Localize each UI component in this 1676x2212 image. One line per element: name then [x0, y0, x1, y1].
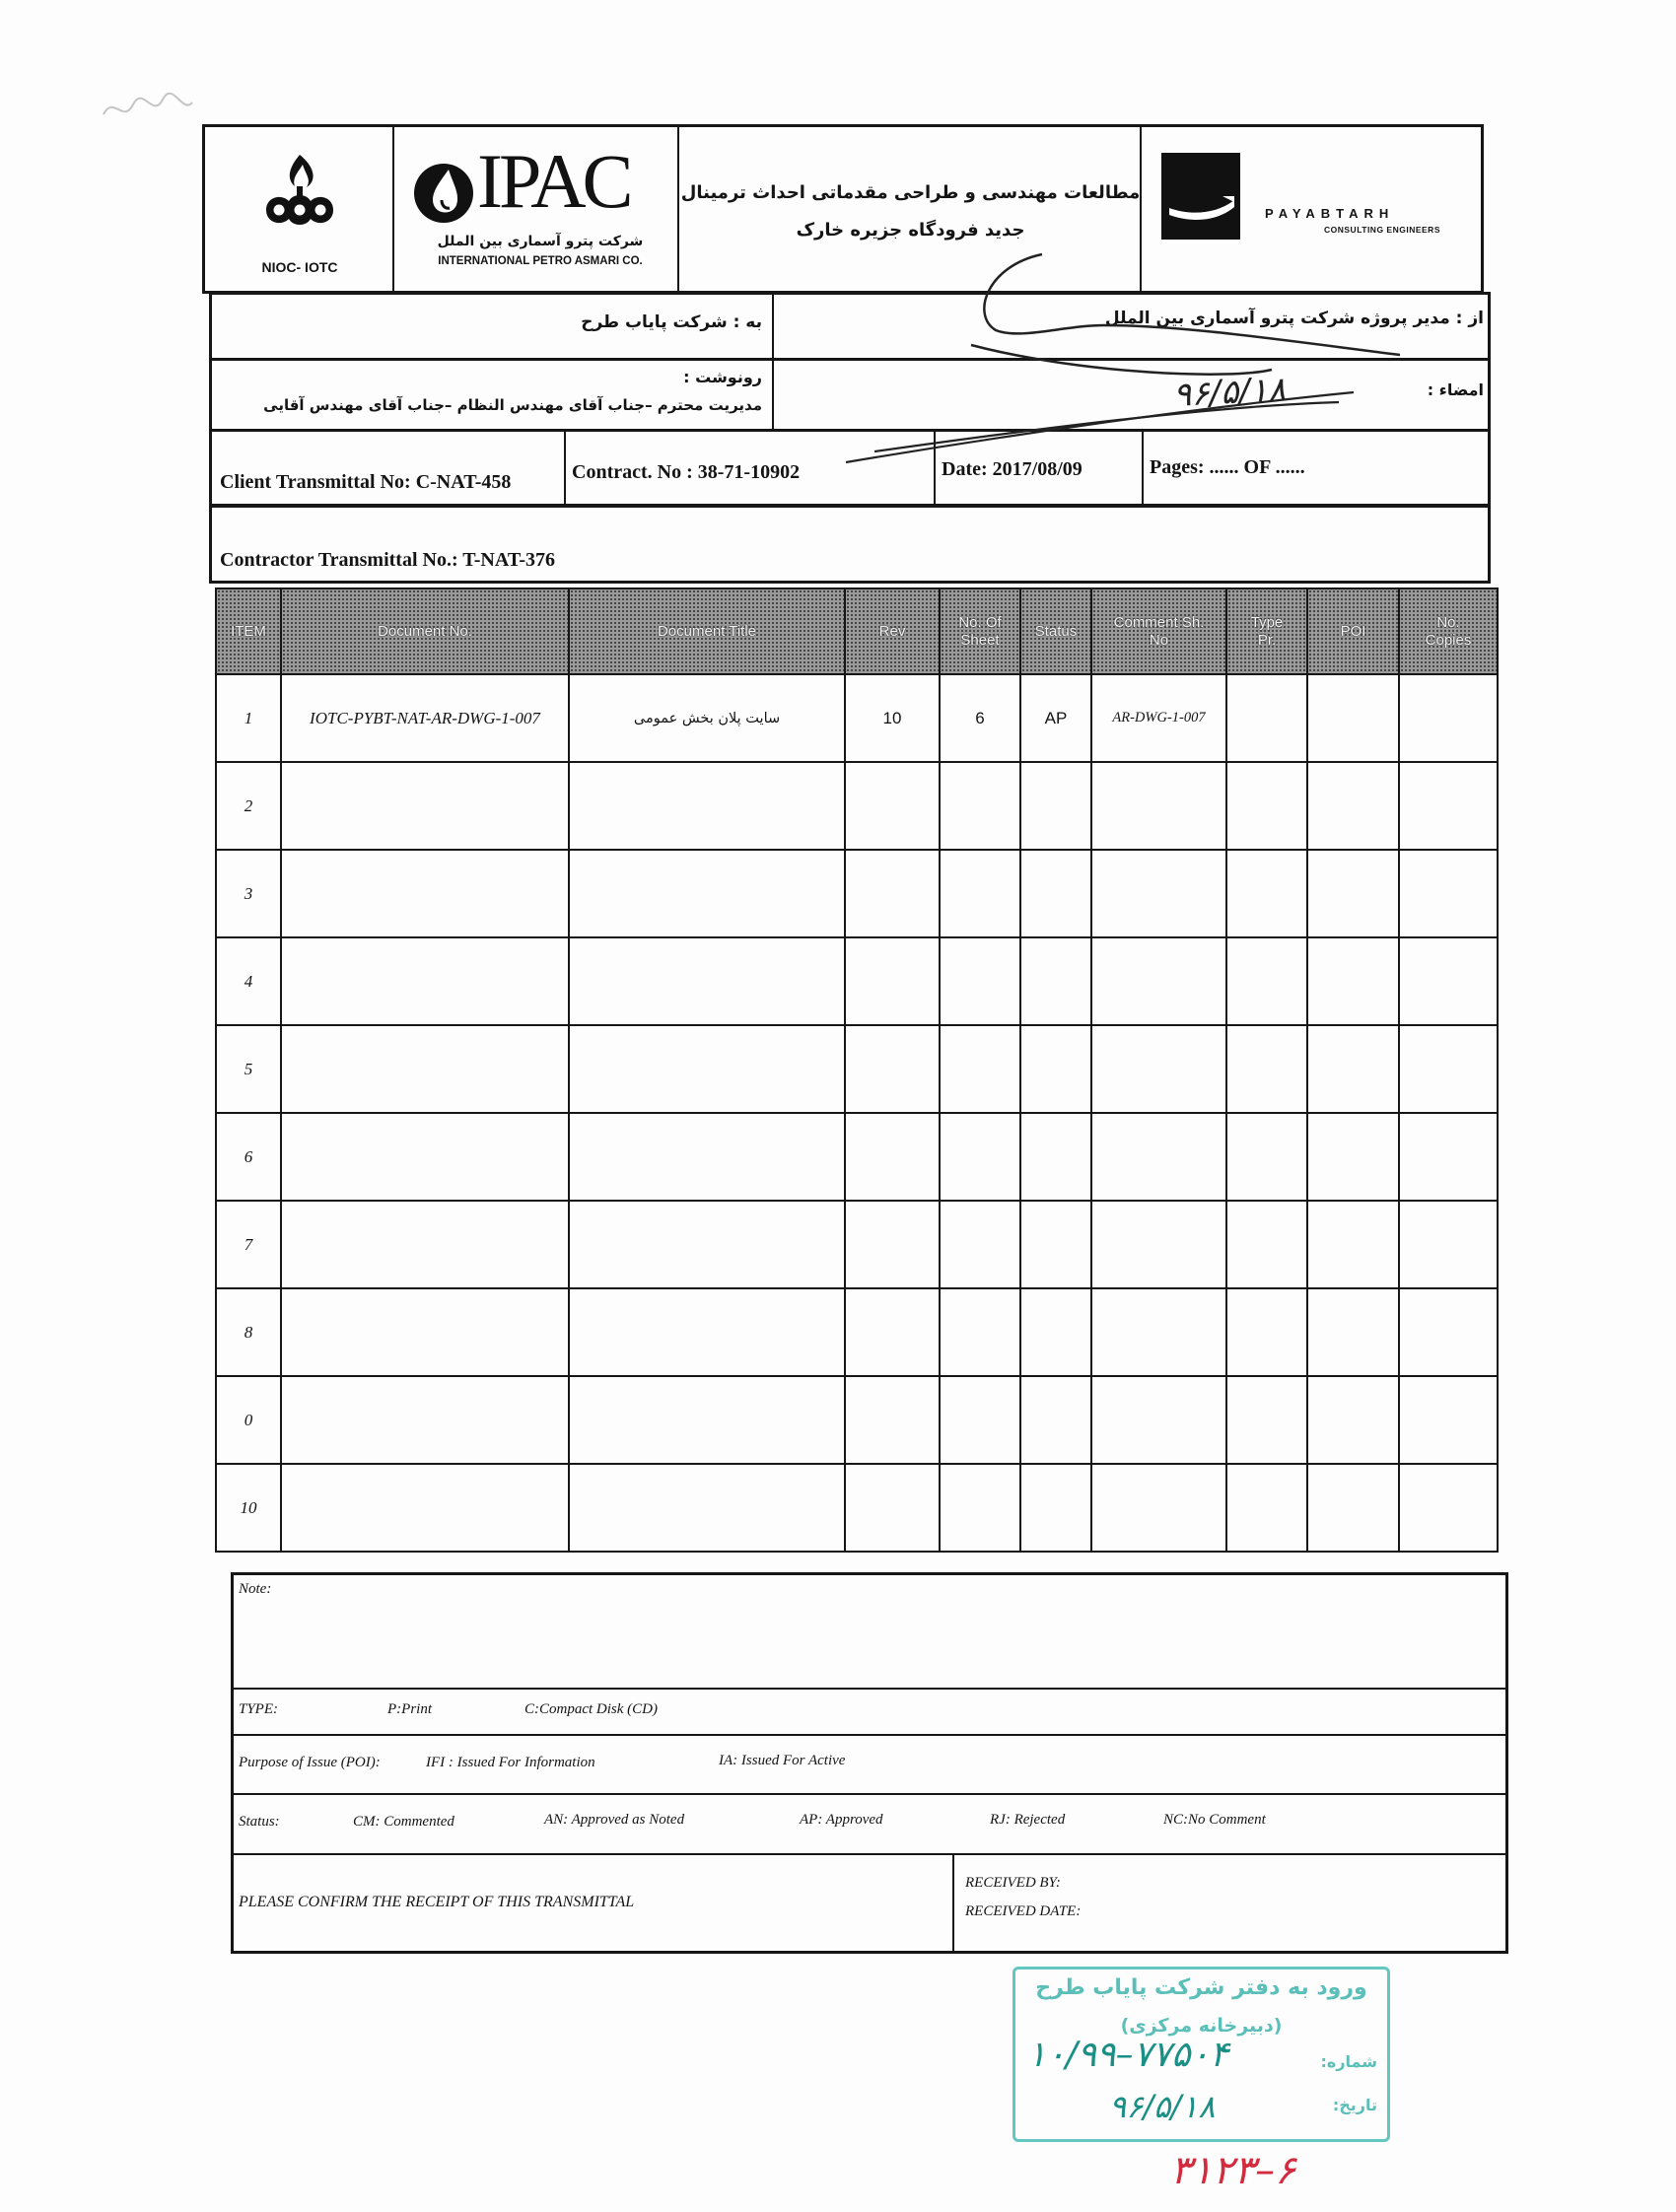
column-header-type-pr: Type Pr.	[1227, 589, 1308, 675]
document-title-cell	[570, 1289, 846, 1377]
cell-divider	[564, 432, 566, 504]
received-by-label: RECEIVED BY:	[965, 1875, 1061, 1891]
status-label: Status:	[239, 1814, 280, 1830]
poi-cell	[1308, 1026, 1400, 1114]
document-title-cell	[570, 938, 846, 1026]
nioc-emblem-icon	[260, 151, 339, 234]
received-date-label: RECEIVED DATE:	[965, 1903, 1082, 1919]
stamp-title: ورود به دفتر شرکت پایاب طرح	[1035, 1975, 1367, 2000]
rev-cell	[846, 1465, 941, 1553]
poi-label: Purpose of Issue (POI):	[239, 1755, 381, 1770]
type-pr-cell	[1227, 1465, 1308, 1553]
type-pr-cell	[1227, 938, 1308, 1026]
contract-no: Contract. No : 38-71-10902	[572, 461, 801, 483]
poi-cell	[1308, 851, 1400, 938]
column-header-item: ITEM	[217, 589, 282, 675]
rev-cell	[846, 1026, 941, 1114]
document-title-cell	[570, 1377, 846, 1465]
page-count: Pages: ...... OF ......	[1150, 456, 1305, 478]
rev-cell: 10	[846, 675, 941, 763]
sender-line: از : مدیر پروژه شرکت پترو آسماری بین الملل	[1104, 309, 1484, 328]
row-divider	[234, 1734, 1505, 1736]
no-copies-cell	[1400, 1289, 1499, 1377]
item-cell: 2	[217, 763, 282, 851]
stamp-subtitle: (دبیرخانه مرکزی)	[1120, 2015, 1283, 2037]
no-of-sheet-cell	[941, 1114, 1021, 1202]
no-of-sheet-cell	[941, 851, 1021, 938]
type-pr-cell	[1227, 763, 1308, 851]
poi-ifi: IFI : Issued For Information	[426, 1755, 595, 1770]
client-transmittal-no: Client Transmittal No: C-NAT-458	[220, 471, 512, 493]
project-title-line-2: جدید فرودگاه جزیره خارک	[796, 220, 1025, 241]
document-no-cell	[282, 1377, 570, 1465]
status-cell	[1021, 1377, 1092, 1465]
legend-box	[231, 1572, 1508, 1954]
transmittal-date: Date: 2017/08/09	[942, 458, 1082, 480]
consultant-name: PAYABTARH	[1265, 206, 1395, 221]
no-copies-cell	[1400, 1465, 1499, 1553]
rev-cell	[846, 1377, 941, 1465]
column-header-document-title: Document Title	[570, 589, 846, 675]
no-of-sheet-cell	[941, 1377, 1021, 1465]
comment-sheet-no-cell: AR-DWG-1-007	[1092, 675, 1227, 763]
comment-sheet-no-cell	[1092, 1202, 1227, 1289]
column-header-comment-sheet-no: Comment Sh. No	[1092, 589, 1227, 675]
type-pr-cell	[1227, 675, 1308, 763]
cell-divider	[952, 1853, 954, 1951]
signature-label: امضاء :	[1427, 380, 1484, 399]
poi-ia: IA: Issued For Active	[719, 1753, 846, 1768]
poi-cell	[1308, 1114, 1400, 1202]
item-cell: 7	[217, 1202, 282, 1289]
comment-sheet-no-cell	[1092, 1377, 1227, 1465]
poi-cell	[1308, 1377, 1400, 1465]
row-divider	[234, 1853, 1505, 1855]
cell-divider	[772, 361, 774, 429]
stamp-number-label: شماره:	[1320, 2052, 1377, 2071]
cc-recipients: مدیریت محترم –جناب آقای مهندس النظام –جناب آقای مهندس آقایی	[263, 396, 762, 414]
document-title-cell	[570, 763, 846, 851]
type-compact-disk: C:Compact Disk (CD)	[524, 1701, 658, 1717]
no-of-sheet-cell	[941, 763, 1021, 851]
item-cell: 6	[217, 1114, 282, 1202]
item-cell: 3	[217, 851, 282, 938]
poi-cell	[1308, 1465, 1400, 1553]
consultant-tagline: CONSULTING ENGINEERS	[1324, 225, 1440, 235]
no-copies-cell	[1400, 851, 1499, 938]
document-title-cell	[570, 1026, 846, 1114]
confirm-receipt-text: PLEASE CONFIRM THE RECEIPT OF THIS TRANSMITTAL	[239, 1894, 635, 1910]
receipt-stamp	[1013, 1967, 1390, 2142]
row-divider	[234, 1793, 1505, 1795]
comment-sheet-no-cell	[1092, 938, 1227, 1026]
item-cell: 0	[217, 1377, 282, 1465]
ipac-wordmark: IPAC	[477, 138, 630, 224]
status-approved-as-noted: AN: Approved as Noted	[544, 1812, 685, 1828]
status-cell	[1021, 763, 1092, 851]
poi-cell	[1308, 763, 1400, 851]
no-copies-cell	[1400, 1202, 1499, 1289]
rev-cell	[846, 1114, 941, 1202]
column-header-status: Status	[1021, 589, 1092, 675]
comment-sheet-no-cell	[1092, 763, 1227, 851]
document-no-cell	[282, 1289, 570, 1377]
no-of-sheet-cell	[941, 938, 1021, 1026]
project-title-line-1: مطالعات مهندسی و طراحی مقدماتی احداث ترمینال	[680, 182, 1141, 203]
column-header-no-copies: No. Copies	[1400, 589, 1499, 675]
ipac-name-persian: شرکت پترو آسماری بین الملل	[437, 234, 644, 249]
poi-cell	[1308, 938, 1400, 1026]
contractor-transmittal-row	[209, 505, 1491, 584]
comment-sheet-no-cell	[1092, 1465, 1227, 1553]
red-reference-number: ۳۱۲۳–۶	[1170, 2148, 1296, 2193]
no-of-sheet-cell	[941, 1026, 1021, 1114]
comment-sheet-no-cell	[1092, 851, 1227, 938]
rev-cell	[846, 851, 941, 938]
rev-cell	[846, 938, 941, 1026]
cell-divider	[772, 295, 774, 358]
ipac-name-english: INTERNATIONAL PETRO ASMARI CO.	[438, 255, 643, 267]
poi-cell	[1308, 1289, 1400, 1377]
comment-sheet-no-cell	[1092, 1114, 1227, 1202]
document-no-cell	[282, 851, 570, 938]
no-of-sheet-cell	[941, 1289, 1021, 1377]
document-title-cell	[570, 1114, 846, 1202]
item-cell: 4	[217, 938, 282, 1026]
column-header-rev: Rev	[846, 589, 941, 675]
comment-sheet-no-cell	[1092, 1026, 1227, 1114]
note-label: Note:	[239, 1581, 272, 1597]
type-pr-cell	[1227, 1114, 1308, 1202]
no-copies-cell	[1400, 675, 1499, 763]
cc-label: رونوشت :	[683, 368, 762, 386]
handwritten-signature-date: ۹۶/۵/۱۸	[1172, 370, 1288, 415]
type-print: P:Print	[387, 1701, 432, 1717]
ipac-drop-logo-icon	[412, 161, 475, 226]
document-no-cell	[282, 1026, 570, 1114]
item-cell: 10	[217, 1465, 282, 1553]
stamp-number-handwritten: ۱۰/۹۹–۷۷۵۰۴	[1027, 2035, 1229, 2075]
recipient-line: به : شرکت پایاب طرح	[581, 312, 762, 332]
status-cell	[1021, 1202, 1092, 1289]
stamp-date-handwritten: ۹۶/۵/۱۸	[1109, 2088, 1216, 2125]
type-pr-cell	[1227, 1377, 1308, 1465]
status-approved: AP: Approved	[800, 1812, 883, 1828]
stamp-date-label: تاریخ:	[1332, 2096, 1377, 2114]
document-no-cell	[282, 938, 570, 1026]
no-of-sheet-cell: 6	[941, 675, 1021, 763]
status-cell	[1021, 1289, 1092, 1377]
document-no-cell	[282, 763, 570, 851]
comment-sheet-no-cell	[1092, 1289, 1227, 1377]
poi-cell	[1308, 675, 1400, 763]
document-no-cell	[282, 1465, 570, 1553]
no-copies-cell	[1400, 938, 1499, 1026]
type-pr-cell	[1227, 851, 1308, 938]
type-pr-cell	[1227, 1026, 1308, 1114]
type-pr-cell	[1227, 1289, 1308, 1377]
status-commented: CM: Commented	[353, 1814, 454, 1830]
no-of-sheet-cell	[941, 1202, 1021, 1289]
status-cell	[1021, 851, 1092, 938]
status-rejected: RJ: Rejected	[990, 1812, 1066, 1828]
contractor-transmittal-no: Contractor Transmittal No.: T-NAT-376	[220, 549, 555, 571]
item-cell: 1	[217, 675, 282, 763]
nioc-label: NIOC- IOTC	[261, 259, 338, 275]
no-copies-cell	[1400, 763, 1499, 851]
no-of-sheet-cell	[941, 1465, 1021, 1553]
poi-cell	[1308, 1202, 1400, 1289]
payabtarh-logo-icon	[1161, 153, 1240, 240]
handwritten-signature	[838, 237, 1430, 483]
document-title-cell	[570, 1202, 846, 1289]
item-cell: 5	[217, 1026, 282, 1114]
document-no-cell: IOTC-PYBT-NAT-AR-DWG-1-007	[282, 675, 570, 763]
rev-cell	[846, 1202, 941, 1289]
column-header-document-no: Document No.	[282, 589, 570, 675]
status-no-comment: NC:No Comment	[1163, 1812, 1266, 1828]
type-label: TYPE:	[239, 1701, 279, 1717]
status-cell	[1021, 938, 1092, 1026]
no-copies-cell	[1400, 1114, 1499, 1202]
status-cell	[1021, 1026, 1092, 1114]
document-no-cell	[282, 1202, 570, 1289]
type-pr-cell	[1227, 1202, 1308, 1289]
rev-cell	[846, 1289, 941, 1377]
document-title-cell	[570, 1465, 846, 1553]
corner-scribble-mark	[99, 85, 197, 129]
status-cell	[1021, 1465, 1092, 1553]
no-copies-cell	[1400, 1377, 1499, 1465]
no-copies-cell	[1400, 1026, 1499, 1114]
status-cell: AP	[1021, 675, 1092, 763]
document-no-cell	[282, 1114, 570, 1202]
item-cell: 8	[217, 1289, 282, 1377]
document-title-cell: سایت پلان بخش عمومی	[570, 675, 846, 763]
document-title-cell	[570, 851, 846, 938]
column-header-poi: POI	[1308, 589, 1400, 675]
column-header-no-of-sheet: No. Of Sheet	[941, 589, 1021, 675]
status-cell	[1021, 1114, 1092, 1202]
rev-cell	[846, 763, 941, 851]
transmittal-table	[215, 588, 1499, 1553]
row-divider	[234, 1688, 1505, 1690]
